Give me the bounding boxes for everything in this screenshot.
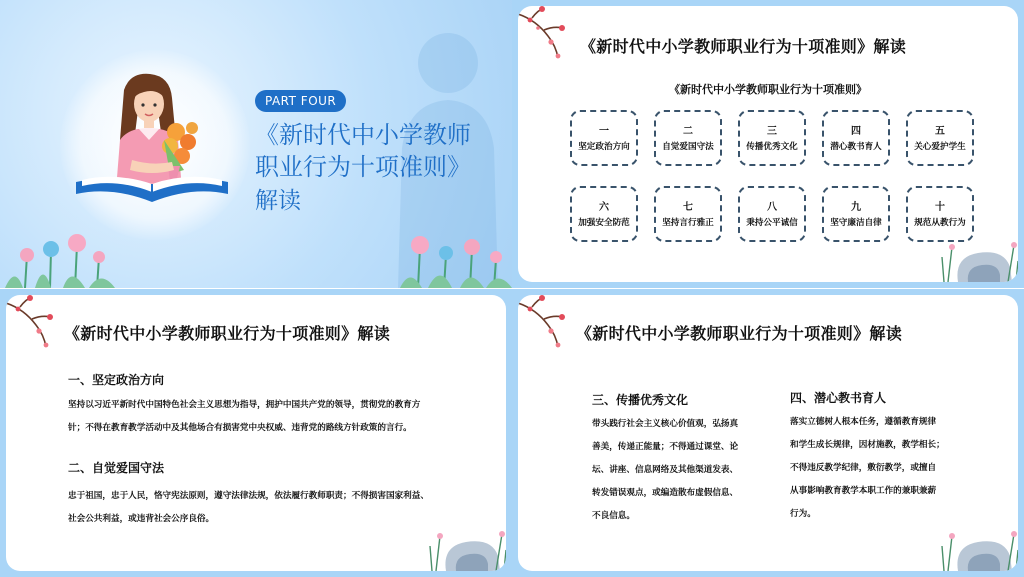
slide-part-four-cover[interactable] xyxy=(0,0,512,288)
principle-number: 八 xyxy=(767,202,777,213)
slide-card xyxy=(6,295,506,571)
principle-card xyxy=(654,186,722,242)
slide-card xyxy=(518,6,1018,282)
principle-label: 规范从教行为 xyxy=(914,218,966,228)
paragraph-line: 坛、讲座、信息网络及其他渠道发表、 xyxy=(592,465,739,475)
plum-blossom-branch-icon xyxy=(518,6,578,61)
plum-blossom-branch-icon xyxy=(6,295,66,350)
principle-label: 关心爱护学生 xyxy=(914,142,966,152)
paragraph-line: 转发错误观点，或编造散布虚假信息、 xyxy=(592,488,739,498)
principle-label: 加强安全防范 xyxy=(578,218,630,228)
principle-card xyxy=(906,110,974,166)
paragraph-line: 带头践行社会主义核心价值观，弘扬真 xyxy=(592,419,739,429)
paragraph-line: 从事影响教育教学本职工作的兼职兼薪 xyxy=(790,486,937,496)
plum-blossom-branch-icon xyxy=(518,295,578,350)
principle-number: 四 xyxy=(851,126,861,137)
principle-card xyxy=(570,110,638,166)
principle-number: 二 xyxy=(683,126,693,137)
principles-subtitle: 《新时代中小学教师职业行为十项准则》 xyxy=(669,83,867,96)
principle-label: 坚定政治方向 xyxy=(578,142,630,152)
principle-card xyxy=(822,186,890,242)
slide-title: 《新时代中小学教师职业行为十项准则》解读 xyxy=(576,324,903,343)
principle-number: 一 xyxy=(599,126,609,137)
principle-card xyxy=(906,186,974,242)
slide-title: 《新时代中小学教师职业行为十项准则》解读 xyxy=(580,37,907,56)
principle-number: 七 xyxy=(683,202,693,213)
slide-title: 《新时代中小学教师职业行为十项准则》解读 xyxy=(64,324,391,343)
principle-number: 六 xyxy=(599,202,609,213)
rock-and-grass-decoration xyxy=(426,516,506,571)
principle-label: 传播优秀文化 xyxy=(746,142,798,152)
flower-decoration-left xyxy=(5,225,120,288)
slide-principles-3-4[interactable] xyxy=(512,289,1024,577)
section-text-political-2: 针；不得在教育教学活动中及其他场合有损害党中央权威、违背党的路线方针政策的言行。 xyxy=(68,423,412,433)
cover-title-line-1: 《新时代中小学教师 xyxy=(255,121,471,149)
paragraph-line: 不得违反教学纪律，敷衍教学，或擅自 xyxy=(790,463,937,473)
section-heading-teaching: 四、潜心教书育人 xyxy=(790,391,887,405)
cover-title-line-2: 职业行为十项准则》 xyxy=(255,153,471,181)
section-heading-patriotic: 二、自觉爱国守法 xyxy=(68,461,165,475)
principle-number: 三 xyxy=(767,126,777,137)
paragraph-line: 和学生成长规律，因材施教，教学相长； xyxy=(790,440,945,450)
paragraph-line: 落实立德树人根本任务，遵循教育规律 xyxy=(790,417,937,427)
slide-principles-1-2[interactable] xyxy=(0,289,512,577)
principle-label: 潜心教书育人 xyxy=(830,142,882,152)
paragraph-line: 善美，传递正能量；不得通过课堂、论 xyxy=(592,442,739,452)
section-heading-culture: 三、传播优秀文化 xyxy=(592,393,689,407)
principle-number: 九 xyxy=(851,202,861,213)
flower-decoration-right xyxy=(400,225,512,288)
part-badge: PART FOUR xyxy=(255,90,346,112)
principle-card xyxy=(822,110,890,166)
principle-card xyxy=(738,110,806,166)
paragraph-line: 不良信息。 xyxy=(592,511,635,521)
principle-card xyxy=(570,186,638,242)
principle-label: 秉持公平诚信 xyxy=(746,218,798,228)
teacher-with-flowers-illustration xyxy=(72,70,232,220)
principle-label: 自觉爱国守法 xyxy=(662,142,714,152)
cover-title-line-3: 解读 xyxy=(255,188,301,214)
slide-card xyxy=(518,295,1018,571)
principle-card xyxy=(654,110,722,166)
paragraph-line: 行为。 xyxy=(790,509,816,519)
section-text-patriotic-1: 忠于祖国，忠于人民，恪守宪法原则，遵守法律法规，依法履行教师职责；不得损害国家利益、 xyxy=(68,491,429,501)
rock-and-grass-decoration xyxy=(938,516,1018,571)
slide-ten-principles-overview[interactable] xyxy=(512,0,1024,288)
principle-label: 坚守廉洁自律 xyxy=(830,218,882,228)
principle-label: 坚持言行雅正 xyxy=(662,218,714,228)
section-text-political-1: 坚持以习近平新时代中国特色社会主义思想为指导，拥护中国共产党的领导，贯彻党的教育方 xyxy=(68,400,421,410)
principle-card xyxy=(738,186,806,242)
section-heading-political: 一、坚定政治方向 xyxy=(68,373,165,387)
principle-number: 十 xyxy=(935,202,945,213)
section-text-patriotic-2: 社会公共利益，或违背社会公序良俗。 xyxy=(68,514,215,524)
principle-number: 五 xyxy=(935,126,945,137)
